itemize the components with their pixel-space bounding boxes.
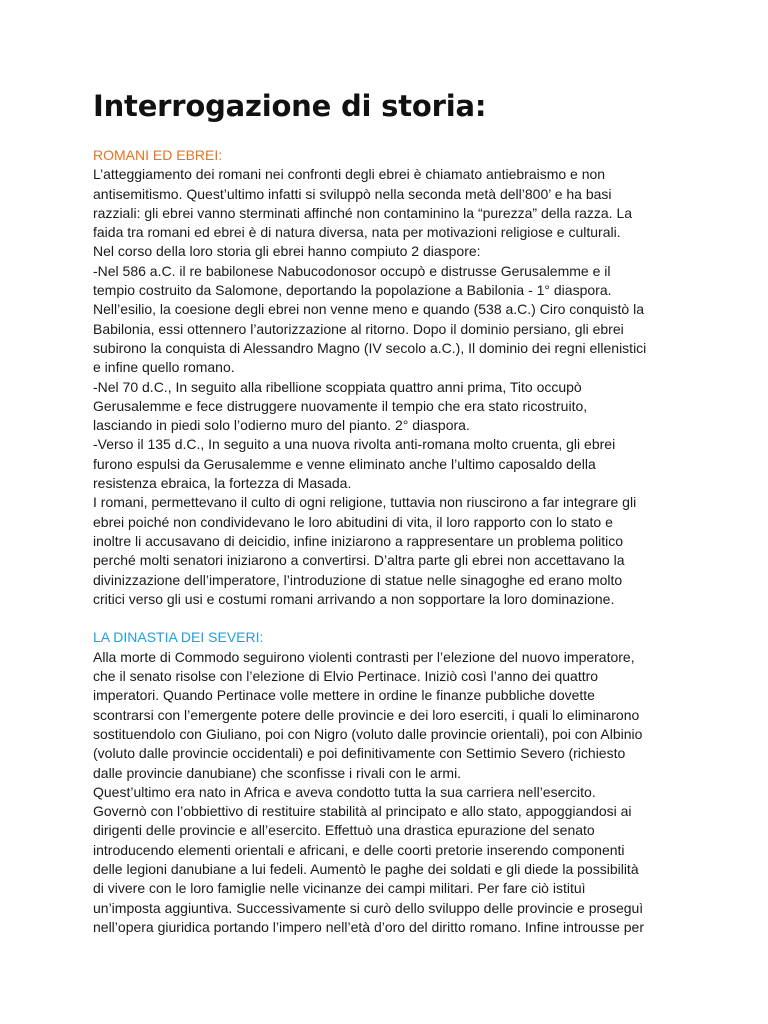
document-page (93, 86, 675, 937)
section-body-dinastia-dei-severi: Alla morte di Commodo seguirono violenti contrasti per l’elezione del nuovo imperatore, che il senato risolse con l’elezione di Elvio Pertinace. Iniziò così l’anno dei quattro imperatori. Quando Pertinace volle mettere in ordine le finanze pubbliche dovette scontrarsi con l’emergente potere delle provincie e dei loro eserciti, i quali lo eliminarono sostituendolo con Giuliano, poi con Nigro (voluto dalle provincie orientali), poi con Albinio (voluto dalle provincie occidentali) e poi definitivamente con Settimio Severo (richiesto dalle provincie danubiane) che sconfisse i rivali con le armi. Quest’ultimo era nato in Africa e aveva condotto tutta la sua carriera nell’esercito. Governò con l’obbiettivo di restituire stabilità al principato e allo stato, appoggiandosi ai dirigenti delle provincie e all’esercito. Effettuò una drastica epurazione del senato introducendo elementi orientali e africani, e delle coorti pretorie inserendo componenti delle legioni danubiane a lui fedeli. Aumentò le paghe dei soldati e gli diede la possibilità di vivere con le loro famiglie nelle vicinanze dei campi militari. Per fare ciò istituì un’imposta aggiuntiva. Successivamente si curò dello sviluppo delle provincie e proseguì nell’opera giuridica portando l’impero nell’età d’oro del diritto romano. Infine introusse per (93, 648, 644, 935)
section-heading-dinastia-dei-severi: LA DINASTIA DEI SEVERI: (93, 629, 264, 646)
document-title: Interrogazione di storia: (93, 89, 487, 123)
section-body-romani-ed-ebrei: L’atteggiamento dei romani nei confronti degli ebrei è chiamato antiebraismo e non antisemitismo. Quest’ultimo infatti si sviluppò nella seconda metà dell’800’ e ha basi razziali: gli ebrei vanno sterminati affinché non contaminino la “purezza” della razza. La faida tra romani ed ebrei è di natura diversa, nata per motivazioni religiose e culturali. Nel corso della loro storia gli ebrei hanno compiuto 2 diaspore: -Nel 586 a.C. il re babilonese Nabucodonosor occupò e distrusse Gerusalemme e il tempio costruito da Salomone, deportando la popolazione a Babilonia - 1° diaspora. Nell’esilio, la coesione degli ebrei non venne meno e quando (538 a.C.) Ciro conquistò la Babilonia, essi ottennero l’autorizzazione al ritorno. Dopo il dominio persiano, gli ebrei subirono la conquista di Alessandro Magno (IV secolo a.C.), Il dominio dei regni ellenistici e infine quello romano. -Nel 70 d.C., In seguito alla ribellione scoppiata quattro anni prima, Tito occupò Gerusalemme e fece distruggere nuovamente il tempio che era stato ricostruito, lasciando in piedi solo l’odierno muro del pianto. 2° diaspora. -Verso il 135 d.C., In seguito a una nuova rivolta anti-romana molto cruenta, gli ebrei furono espulsi da Gerusalemme e venne eliminato anche l’ultimo caposaldo della resistenza ebraica, la fortezza di Masada. I romani, permettevano il culto di ogni religione, tuttavia non riuscirono a far integrare gli ebrei poiché non condividevano le loro abitudini di vita, il loro rapporto con lo stato e inoltre li accusavano di deicidio, infine iniziarono a rappresentare un problema politico perché molti senatori iniziarono a convertirsi. D’altra parte gli ebrei non accettavano la divinizzazione dell’imperatore, l’introduzione di statue nelle sinagoghe ed erano molto critici verso gli usi e costumi romani arrivando a non sopportare la loro dominazione. (93, 166, 647, 607)
section-spacer (93, 609, 675, 628)
section-heading-romani-ed-ebrei: ROMANI ED EBREI: (93, 147, 223, 163)
section-romani-ed-ebrei (93, 146, 675, 609)
section-dinastia-dei-severi (93, 628, 675, 937)
